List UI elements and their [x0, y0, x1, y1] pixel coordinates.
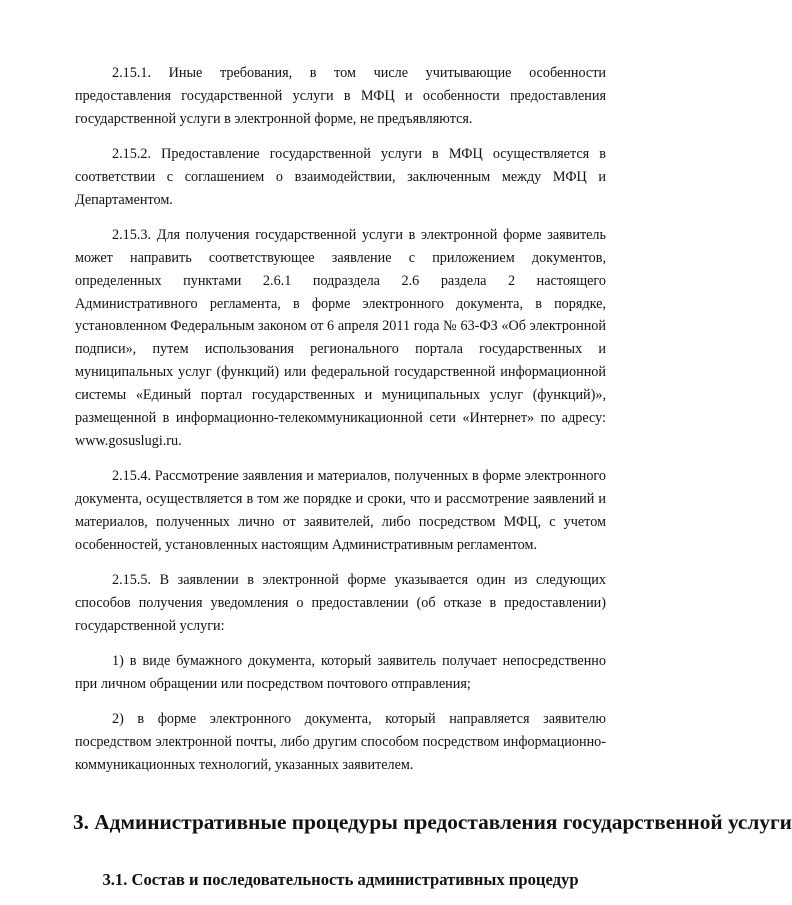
- paragraph-2-15-4: 2.15.4. Рассмотрение заявления и материалов, полученных в форме электронного документа, осуществляется в том же порядке и сроки, что и рассмотрение заявлений и материалов, полученных лично от заявителей, либо посредством МФЦ, с учетом особенностей, установленных настоящим Административным регламентом.: [75, 468, 606, 553]
- section-heading: 3. Административные процедуры предоставления государственной услуги: [73, 809, 792, 834]
- paragraph-2-15-2: 2.15.2. Предоставление государственной услуги в МФЦ осуществляется в соответствии с соглашением о взаимодействии, заключенным между МФЦ и Департаментом.: [75, 145, 606, 208]
- paragraph-2-15-1: 2.15.1. Иные требования, в том числе учитывающие особенности предоставления государственной услуги в МФЦ и особенности предоставления государственной услуги в электронной форме, не предъявляются.: [75, 65, 606, 127]
- paragraph-2-15-5: 2.15.5. В заявлении в электронной форме указывается один из следующих способов получения уведомления о предоставлении (об отказе в предоставлении) государственной услуги:: [75, 571, 606, 634]
- subsection-heading: 3.1. Состав и последовательность административных процедур: [102, 869, 579, 889]
- paragraph-2-15-3: 2.15.3. Для получения государственной услуги в электронной форме заявитель может направить соответствующее заявление с приложением документов, определенных пунктами 2.6.1 подраздела 2.6 раздела 2 настоящего Административного регламента, в форме электронного документа, в порядке, установленном Федеральным законом от 6 апреля 2011 года № 63-ФЗ «Об электронной подписи», путем использования регионального портала государственных и муниципальных услуг (функций) или федеральной государственной информационной системы «Единый портал государственных и муниципальных услуг (функций)», размещенной в информационно-телекоммуникационной сети «Интернет» по адресу: www.gosuslugi.ru.: [75, 226, 606, 449]
- list-item-2: 2) в форме электронного документа, который направляется заявителю посредством электронной почты, либо другим способом посредством информационно-коммуникационных технологий, указанных заявителем.: [75, 710, 606, 773]
- list-item-1: 1) в виде бумажного документа, который заявитель получает непосредственно при личном обращении или посредством почтового отправления;: [75, 652, 606, 692]
